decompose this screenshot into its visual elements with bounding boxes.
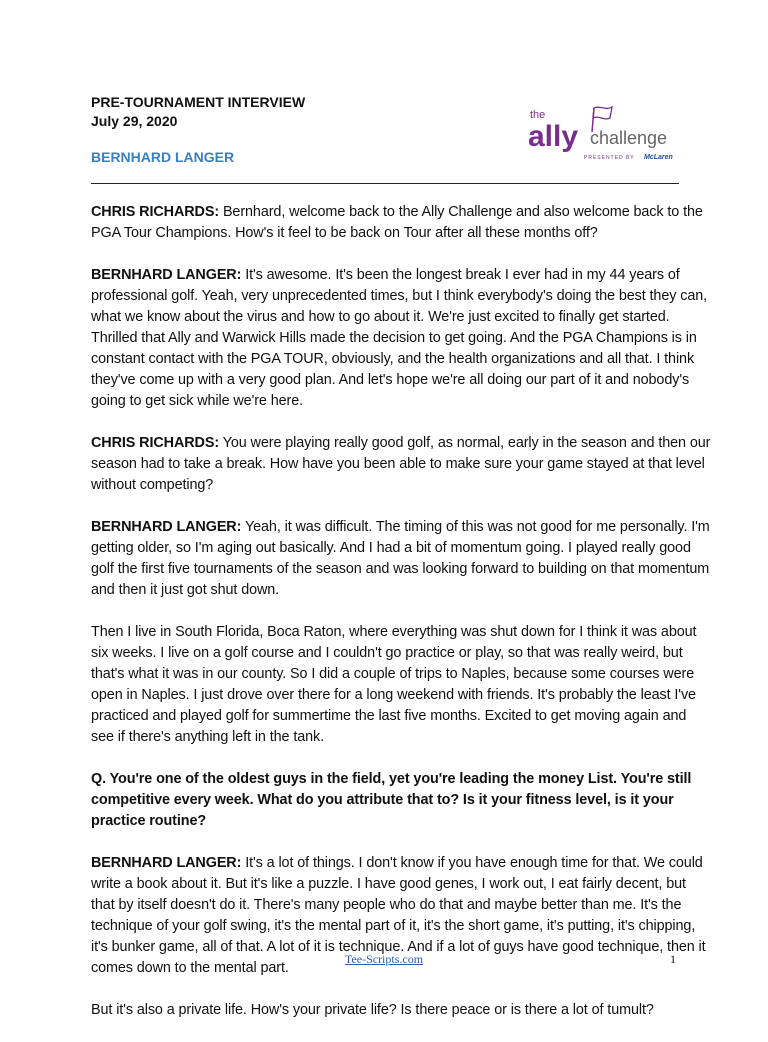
paragraph-text: It's awesome. It's been the longest break I ever had in my 44 years of professional golf. Yeah, very unprecedented times, but I think everybody's doing the best they can, what we know about the virus and how to go about it. We're just excited to finally get started. Thrilled that Ally and Warwick Hills made the decision to get going. And the PGA Champions is in constant contact with the PGA TOUR, obviously, and the health organizations and all that. I think they've come up with a very good plan. And let's hope we're all doing our part of it and nobody's going to get sick while we're here. [91, 267, 708, 409]
document-title: PRE-TOURNAMENT INTERVIEW [91, 94, 306, 110]
player-name: BERNHARD LANGER [91, 149, 235, 165]
speaker-name: BERNHARD LANGER: [91, 519, 242, 535]
logo-ally-text: ally [528, 120, 579, 153]
speaker-name: CHRIS RICHARDS: [91, 435, 220, 451]
footer-link[interactable]: Tee-Scripts.com [344, 952, 424, 966]
ally-challenge-logo [528, 102, 688, 164]
answer-paragraph [91, 202, 711, 244]
paragraph-text: It's a lot of things. I don't know if you have enough time for that. We could write a book about it. But it's like a puzzle. I have good genes, I work out, I eat fairly decent, but that by itself doesn't do it. There's many people who do that and maybe better than me. It's the technique of your golf swing, it's the mental part of it, it's the short game, it's putting, it's chipping, it's bunker game, all of that. A lot of it is technique. And if a lot of guys have good technique, then it comes down to the mental part. [91, 855, 706, 976]
paragraph-text: Then I live in South Florida, Boca Raton, where everything was shut down for I think it was about six weeks. I live on a golf course and I couldn't go practice or play, so that was really weird, but that's what it was in our county. So I did a couple of trips to Naples, because some courses were open in Naples. I just drove over there for a long weekend with friends. It's probably the least I've practiced and played golf for summertime the last five months. Excited to get moving again and see if there's anything left in the tank. [91, 624, 697, 745]
answer-paragraph [91, 1000, 711, 1021]
header-divider [91, 183, 679, 184]
answer-paragraph [91, 265, 711, 412]
logo-sponsor-text: McLaren [644, 154, 673, 161]
logo-the-text: the [530, 109, 546, 121]
transcript-body [91, 202, 711, 1042]
paragraph-text: But it's also a private life. How's your private life? Is there peace or is there a lot of tumult? [91, 1002, 654, 1018]
speaker-name: CHRIS RICHARDS: [91, 204, 220, 220]
paragraph-text: Yeah, it was difficult. The timing of this was not good for me personally. I'm getting older, so I'm aging out basically. And I had a bit of momentum going. I played really good golf the first five tournaments of the season and was looking forward to building on that momentum and then it just got shut down. [91, 519, 710, 598]
answer-paragraph [91, 622, 711, 748]
paragraph-text: You were playing really good golf, as normal, early in the season and then our season had to take a break. How have you been able to make sure your game stayed at that level without competing? [91, 435, 711, 493]
logo-challenge-text: challenge [590, 128, 668, 148]
speaker-name: BERNHARD LANGER: [91, 267, 242, 283]
interview-date: July 29, 2020 [91, 113, 178, 129]
question-text: Q. You're one of the oldest guys in the field, yet you're leading the money List. You're still competitive every week. What do you attribute that to? Is it your fitness level, is it your practice routine? [91, 771, 692, 829]
question-paragraph [91, 769, 711, 832]
logo-presented-by-text: PRESENTED BY [584, 155, 635, 161]
page-number: 1 [670, 952, 676, 966]
paragraph-text: Bernhard, welcome back to the Ally Challenge and also welcome back to the PGA Tour Champions. How's it feel to be back on Tour after all these months off? [91, 204, 703, 241]
speaker-name: BERNHARD LANGER: [91, 855, 242, 871]
answer-paragraph [91, 517, 711, 601]
answer-paragraph [91, 433, 711, 496]
